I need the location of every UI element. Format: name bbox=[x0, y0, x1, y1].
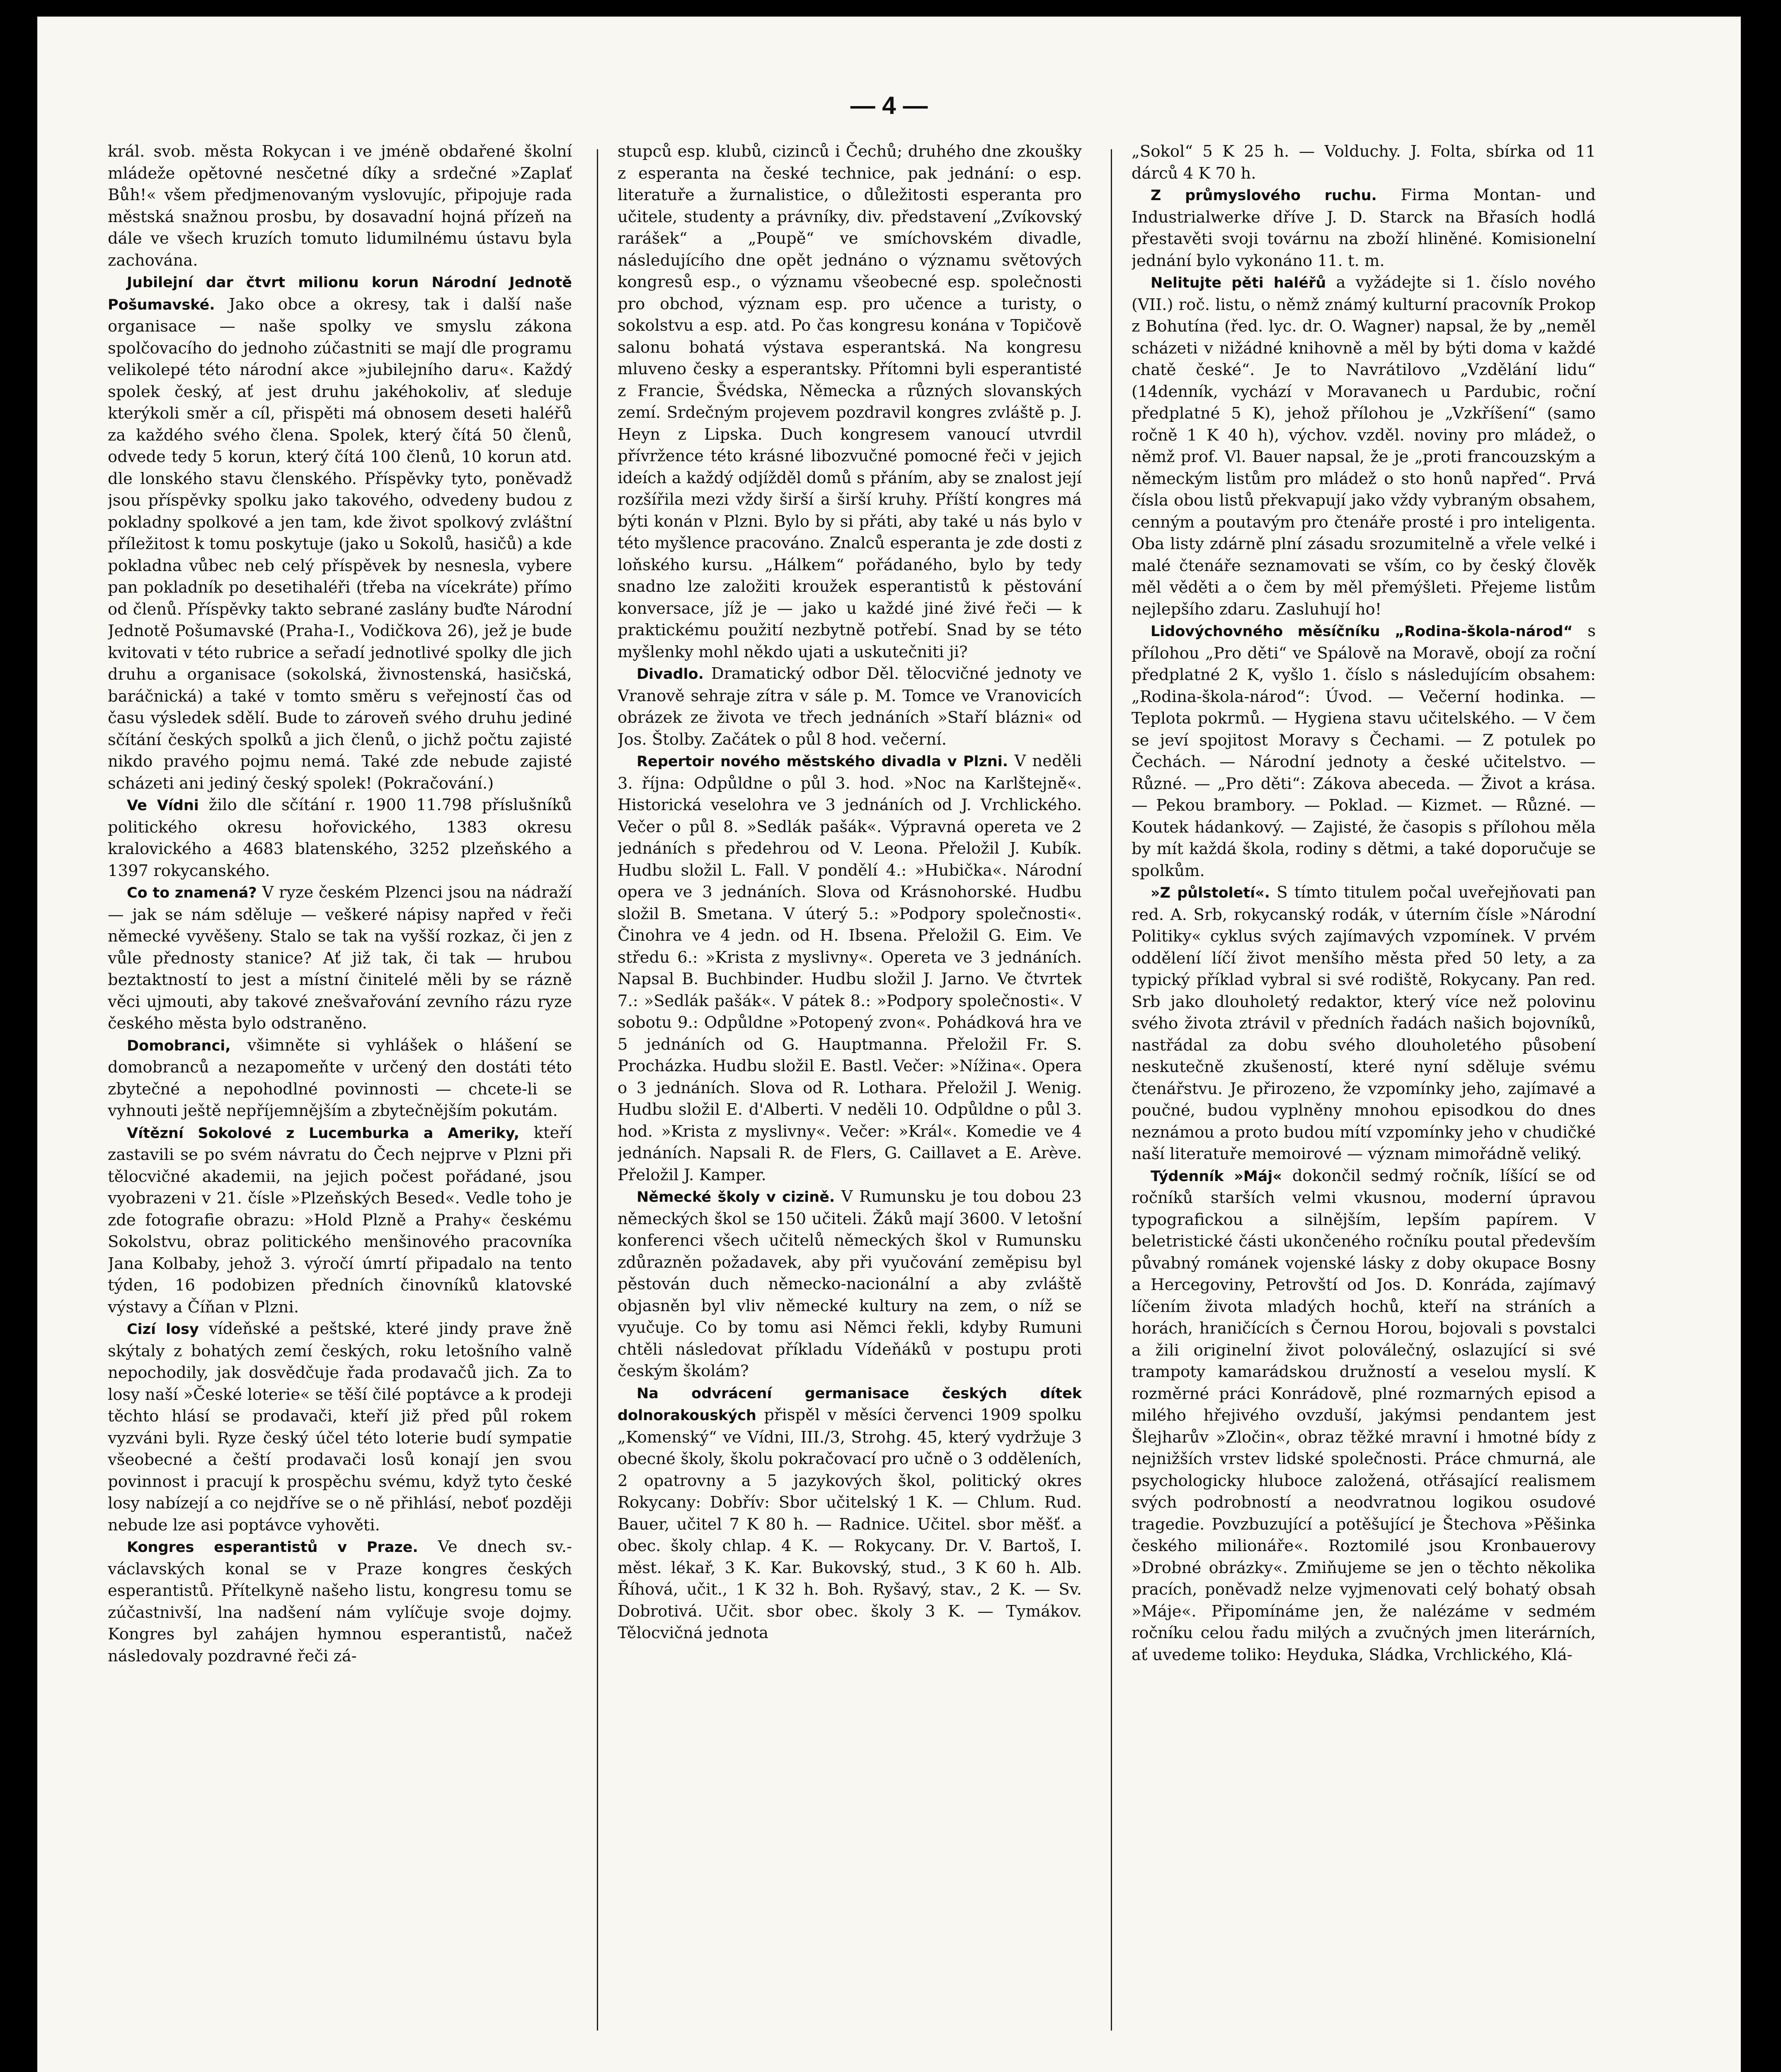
news-headline: Německé školy v cizině. bbox=[637, 1189, 835, 1205]
news-headline: »Z půlstoletí«. bbox=[1151, 885, 1270, 901]
column-3 bbox=[1132, 141, 1596, 2047]
news-paragraph bbox=[1132, 141, 1596, 184]
news-headline: Vítězní Sokolové z Lucemburka a Ameriky, bbox=[127, 1125, 520, 1142]
news-paragraph bbox=[618, 663, 1082, 750]
column-rule bbox=[1111, 149, 1112, 2031]
news-headline: Jubilejní dar čtvrt milionu korun Národní Jednotě Pošumavské. bbox=[108, 274, 572, 313]
news-body-text: stupců esp. klubů, cizinců i Čechů; druhého dne zkoušky z esperanta na české technice, pak jednání: o esp. literatuře a žurnalistice, o důležitosti esperanta pro učitele, studenty a právníky, div. představení „Zvíkovský rarášek“ a „Poupě“ ve smíchovském divadle, následujícího dne opět jednáno o významu světových kongresů esp., o významu všeobecné esp. společnosti pro obchod, význam esp. pro učence a turisty, o sokolstvu a esp. atd. Po čas kongresu konána v Topičově salonu bohatá výstava esperantská. Na kongresu mluveno česky a esperantsky. Přítomni byli esperantisté z Francie, Švédska, Německa a různých slovanských zemí. Srdečným projevem pozdravil kongres zvláště p. J. Heyn z Lipska. Duch kongresem vanoucí utvrdil přívržence této krásné libozvučné pomocné řeči v jejich ideích a každý odjížděl domů s přáním, aby se znalost její rozšířila mezi vždy širší a širší kruhy. Příští kongres má býti konán v Plzni. Bylo by si přáti, aby také u nás bylo v této myšlence pracováno. Znalců esperanta je zde dosti z loňského kursu. „Hálkem“ pořádaného, bylo by tedy snadno lze založiti kroužek esperantistů k pěstování konversace, jíž je — jako u každé jiné živé řeči — k praktickému použití nezbytně potřebí. Snad by se této myšlenky mohl někdo ujati a uskutečniti ji? bbox=[618, 142, 1082, 661]
news-body-text: S tímto titulem počal uveřejňovati pan red. A. Srb, rokycanský rodák, v úterním čísle »Národní Politiky« cyklus svých zajímavých vzpomínek. V prvém oddělení líčí život menšího města před 50 lety, a za typický příklad vybral si své rodiště, Rokycany. Pan red. Srb jako dlouholetý redaktor, který více než polovinu svého života ztrávil v předních řadách našich bojovníků, nastřádal za dobu svého dlouholetého působení neskutečně zkušeností, které nyní sděluje svému čtenářstvu. Je přirozeno, že vzpomínky jeho, zajímavé a poučné, budou vyplněny mnohou episodkou do dnes neznámou a proto budou mítí vzpomínky jeho v chudičké naší literatuře memoirové — význam mimořádně veliký. bbox=[1132, 883, 1596, 1163]
news-paragraph bbox=[618, 141, 1082, 663]
news-headline: Lidovýchovného měsíčníku „Rodina-škola-národ“ bbox=[1151, 623, 1573, 640]
news-body-text: a vyžádejte si 1. číslo nového (VII.) roč. listu, o němž známý kulturní pracovník Prokop z Bohutína (řed. lyc. dr. O. Wagner) napsal, že by „neměl scházeti v nižádné knihovně a měl by býti doma v každé chatě české“. Je to Navrátilovo „Vzdělání lidu“ (14denník, vychází v Moravanech u Pardubic, roční předplatné 5 K), jehož přílohou je „Vzkříšení“ (samo ročně 1 K 40 h), výchov. vzděl. noviny pro mládež, o němž prof. Vl. Bauer napsal, že je „proti francouzským a německým listům pro mládež o sto honů napřed“. Prvá čísla obou listů překvapují jako vždy vybraným obsahem, cenným a poutavým pro čtenáře prosté i pro inteligenta. Oba listy zdárně plní zásadu srozumitelně a vřele velké i malé čtenáře seznamovati se vším, co by český člověk měl věděti a o čem by měl přemýšleti. Přejeme listům nejlepšího zdaru. Zasluhují ho! bbox=[1132, 273, 1596, 619]
column-1 bbox=[108, 141, 572, 2047]
news-body-text: všimněte si vyhlášek o hlášení se domobranců a nezapomeňte v určený den dostáti této zbytečné a nepohodlné povinnosti — chcete-li se vyhnouti ještě nepříjemnějším a zbytečnějším pokutám. bbox=[108, 1036, 572, 1120]
news-headline: Kongres esperantistů v Praze. bbox=[127, 1539, 418, 1556]
news-headline: Co to znamená? bbox=[127, 885, 257, 901]
news-headline: Repertoir nového městského divadla v Plzni. bbox=[637, 753, 1008, 770]
news-headline: Týdenník »Máj« bbox=[1151, 1168, 1282, 1185]
news-paragraph bbox=[1132, 620, 1596, 882]
news-body-text: Firma Montan- und Industrialwerke dříve J. D. Starck na Břasích hodlá přestavěti svoji továrnu na zboží hliněné. Komisionelní jednání bylo vykonáno 11. t. m. bbox=[1132, 186, 1596, 270]
news-body-text: V neděli 3. října: Odpůldne o půl 3. hod. »Noc na Karlštejně«. Historická veselohra ve 3 jednáních od J. Vrchlického. Večer o půl 8. »Sedlák pašák«. Výpravná opereta ve 2 jednáních s předehrou od V. Leona. Přeložil J. Kubík. Hudbu složil L. Fall. V pondělí 4.: »Hubička«. Národní opera ve 3 jednáních. Slova od Krásnohorské. Hudbu složil B. Smetana. V úterý 5.: »Podpory společnosti«. Činohra ve 4 jedn. od H. Ibsena. Přeložil G. Eim. Ve středu 6.: »Krista z myslivny«. Opereta ve 3 jednáních. Napsal B. Buchbinder. Hudbu složil J. Jarno. Ve čtvrtek 7.: »Sedlák pašák«. V pátek 8.: »Podpory společnosti«. V sobotu 9.: Odpůldne »Potopený zvon«. Pohádková hra ve 5 jednáních od G. Hauptmanna. Přeložil Fr. S. Procházka. Hudbu složil E. Bastl. Večer: »Nížina«. Opera o 3 jednáních. Slova od R. Lothara. Přeložil J. Wenig. Hudbu složil E. d'Alberti. V neděli 10. Odpůldne o půl 3. hod. »Krista z myslivny«. Večer: »Král«. Komedie ve 4 jednáních. Napsali R. de Flers, G. Caillavet a E. Arève. Přeložil J. Kamper. bbox=[618, 752, 1082, 1184]
news-headline: Cizí losy bbox=[127, 1321, 199, 1338]
news-paragraph bbox=[108, 794, 572, 882]
news-paragraph bbox=[108, 1122, 572, 1319]
news-paragraph bbox=[108, 271, 572, 794]
news-paragraph bbox=[108, 141, 572, 271]
news-paragraph bbox=[1132, 882, 1596, 1165]
news-headline: Na odvrácení germanisace českých dítek dolnorakouských bbox=[618, 1385, 1082, 1424]
news-paragraph bbox=[1132, 184, 1596, 272]
news-body-text: kteří zastavili se po svém návratu do Čech nejprve v Plzni při tělocvičné akademii, na jejich počest pořádané, jsou vyobrazeni v 21. čísle »Plzeňských Besed«. Vedle toho je zde fotografie obrazu: »Hold Plzně a Prahy« českému Sokolstvu, obraz politického menšinového pracovníka Jana Kolbaby, jehož 3. výročí úmrtí připadalo na tento týden, 16 podobizen předních činovníků klatovské výstavy a Číňan v Plzni. bbox=[108, 1123, 572, 1317]
news-paragraph bbox=[618, 750, 1082, 1186]
newspaper-page bbox=[37, 17, 1741, 2072]
news-paragraph bbox=[618, 1186, 1082, 1382]
news-body-text: V Rumunsku je tou dobou 23 německých škol se 150 učiteli. Žáků mají 3600. V letošní konferenci všech učitelů německých škol v Rumunsku zdůrazněn požadavek, aby při vyučování zeměpisu byl pěstován duch německo-nacionální a aby zvláště objasněn byl vliv německé kultury na zem, o níž se vyučuje. Co by tomu asi Němci řekli, kdyby Rumuni chtěli následovat příkladu Vídeňáků v postupu proti českým školám? bbox=[618, 1187, 1082, 1380]
news-body-text: Ve dnech sv.-václavských konal se v Praze kongres českých esperantistů. Přítelkyně našeho listu, kongresu tomu se zúčastnivší, lna nadšení nám vylíčuje svoje dojmy. Kongres byl zahájen hymnou esperantistů, načež následovaly pozdravné řeči zá- bbox=[108, 1537, 572, 1665]
news-body-text: král. svob. města Rokycan i ve jméně obdařené školní mládeže opětovné nesčetné díky a srdečné »Zaplať Bůh!« všem předjmenovaným vyslovujíc, připojuje rada městská snažnou prosbu, by dosavadní hojná přízeň na dále ve všech kruzích tomuto lidumilnému ústavu byla zachována. bbox=[108, 142, 572, 270]
news-body-text: „Sokol“ 5 K 25 h. — Volduchy. J. Folta, sbírka od 11 dárců 4 K 70 h. bbox=[1132, 142, 1596, 183]
news-headline: Divadlo. bbox=[637, 666, 704, 683]
news-paragraph bbox=[1132, 1165, 1596, 1666]
news-headline: Nelitujte pěti haléřů bbox=[1151, 275, 1326, 291]
news-headline: Ve Vídni bbox=[127, 797, 199, 814]
news-headline: Z průmyslového ruchu. bbox=[1151, 187, 1377, 204]
news-paragraph bbox=[1132, 272, 1596, 620]
news-paragraph bbox=[108, 882, 572, 1035]
page-number: — 4 — bbox=[850, 92, 928, 119]
news-body-text: žilo dle sčítání r. 1900 11.798 příslušníků politického okresu hořovického, 1383 okresu kralovického a 4683 blatenského, 3252 plzeňského a 1397 rokycanského. bbox=[108, 796, 572, 880]
news-body-text: přispěl v měsíci červenci 1909 spolku „Komenský“ ve Vídni, III./3, Strohg. 45, který vydržuje 3 obecné školy, školu pokračovací pro učně o 3 odděleních, 2 opatrovny a 5 jazykových škol, politický okres Rokycany: Dobřív: Sbor učitelský 1 K. — Chlum. Rud. Bauer, učitel 7 K 80 h. — Radnice. Učitel. sbor měšť. a obec. školy chlap. 4 K. — Rokycany. Dr. V. Bartoš, I. měst. lékař, 3 K. Kar. Bukovský, stud., 3 K 60 h. Alb. Říhová, učit., 1 K 32 h. Boh. Ryšavý, stav., 2 K. — Sv. Dobrotivá. Učit. sbor obec. školy 3 K. — Tymákov. Tělocvičná jednota bbox=[618, 1406, 1082, 1642]
news-body-text: Dramatický odbor Děl. tělocvičné jednoty ve Vranově sehraje zítra v sále p. M. Tomce ve Vranovicích obrázek ze života ve třech jednáních »Staří blázni« od Jos. Štolby. Začátek o půl 8 hod. večerní. bbox=[618, 664, 1082, 749]
news-paragraph bbox=[108, 1536, 572, 1667]
news-body-text: s přílohou „Pro děti“ ve Spálově na Moravě, obojí za roční předplatné 2 K, vyšlo 1. číslo s následujícím obsahem: „Rodina-škola-národ“: Úvod. — Večerní hodinka. — Teplota pokrmů. — Hygiena stavu učitelského. — V čem se jeví spojitost Moravy s Čechami. — Z potulek po Čechách. — Národní jednoty a české učitelstvo. — Různé. — „Pro děti“: Zákova abeceda. — Život a krása. — Pekou brambory. — Poklad. — Kizmet. — Různé. — Koutek hádankový. — Zajisté, že časopis s přílohou měla by mít každá škola, rodiny s dětmi, a také doporučuje se spolkům. bbox=[1132, 622, 1596, 880]
news-body-text: vídeňské a peštské, které jindy prave žně skýtaly z bohatých zemí českých, roku letošního valně nepochodily, jak dosvědčuje řada prodavačů jich. Za to losy naší »České loterie« se těší čilé poptávce a k prodeji těchto hlásí se prodavači, kteří již před půl rokem vyzváni byli. Ryze český účel této loterie budí sympatie všeobecné a čeští prodavači losů konají jen svou povinnost i pracují k prospěchu svému, když tyto české losy nabízejí a co nejdříve se o ně přihlásí, neboť později nebude lze asi poptávce vyhověti. bbox=[108, 1319, 572, 1535]
news-body-text: dokončil sedmý ročník, líšící se od ročníků starších velmi vkusnou, moderní úpravou typografickou a silnějším, lepším papírem. V beletristické části ukončeného ročníku poutal především půvabný románek vojenské lásky z doby okupace Bosny a Hercegoviny, Petrovští od Jos. D. Konráda, zajímavý líčením života mladých hochů, kteří na stráních a horách, hraničících s Černou Horou, bojovali s povstalci a žili originelní život poloválečný, oslazující si své trampoty kamarádskou družností a veselou myslí. K rozměrné práci Konrádově, plné rozmarných episod a milého hřejivého ovzduší, jakýmsi pendantem jest Šlejharův »Zločin«, obraz těžké mravní i hmotné bídy z nejnižších vrstev lidské společnosti. Práce chmurná, ale psychologicky hluboce založená, otřásající realismem svých podrobností a neodvratnou logikou osudové tragedie. Povzbuzující a potěšující je Štechova »Pěšinka českého milionáře«. Roztomilé jsou Kronbauerovy »Drobné obrázky«. Zmiňujeme se jen o těchto několika pracích, poněvadž nelze vyjmenovati celý bohatý obsah »Máje«. Připomínáme jen, že nalézáme v sedmém ročníku celou řadu milých a zvučných jmen literárních, ať uvedeme toliko: Heyduka, Sládka, Vrchlického, Klá- bbox=[1132, 1166, 1596, 1664]
column-rule bbox=[597, 149, 598, 2031]
news-body-text: V ryze českém Plzenci jsou na nádraží — jak se nám sděluje — veškeré nápisy napřed v řeči německé vyvěšeny. Stalo se tak na vyšší rozkaz, či jen z vůle přednosty stanice? Ať již tak, či tak — hrubou beztaktností to jest a místní činitelé měli by se rázně věci ujmouti, aby takové znešvařování zevního rázu ryze českého města bylo odstraněno. bbox=[108, 883, 572, 1033]
news-body-text: Jako obce a okresy, tak i další naše organisace — naše spolky ve smyslu zákona spolčovacího do jednoho zúčastniti se mají dle programu velikolepé této národní akce »jubilejního daru«. Každý spolek český, ať jest druhu jakéhokoliv, ať sleduje kterýkoli směr a cíl, přispěti má obnosem deseti haléřů za každého svého člena. Spolek, který čítá 50 členů, odvede tedy 5 korun, který čítá 100 členů, 10 korun atd. dle lonského stavu členského. Příspěvky tyto, poněvadž jsou příspěvky spolku jako takového, odvedeny budou z pokladny spolkové a jen tam, kde život spolkový zvláštní příležitost k tomu poskytuje (jako u Sokolů, hasičů) a kde pokladna vůbec neb celý příspěvek by nesnesla, vybere pan pokladník po desetihaléři (třeba na vícekráte) přímo od členů. Příspěvky takto sebrané zaslány buďte Národní Jednotě Pošumavské (Praha-I., Vodičkova 26), jež je bude kvitovati v této rubrice a seřadí jednotlivé spolky dle jich druhu a organisace (sokolská, živnostenská, hasičská, baráčnická) a také v tomto směru s veřejností čas od času výsledek sdělí. Bude to zároveň svého druhu jediné sčítání českých spolků a jich členů, o jichž počtu zajisté nikdo pravého pojmu nemá. Také zde nebude zajisté scházeti ani jediný český spolek! (Pokračování.) bbox=[108, 295, 572, 793]
news-paragraph bbox=[108, 1035, 572, 1122]
column-2 bbox=[618, 141, 1082, 2047]
news-paragraph bbox=[618, 1382, 1082, 1644]
news-paragraph bbox=[108, 1318, 572, 1536]
news-headline: Domobranci, bbox=[127, 1037, 231, 1054]
